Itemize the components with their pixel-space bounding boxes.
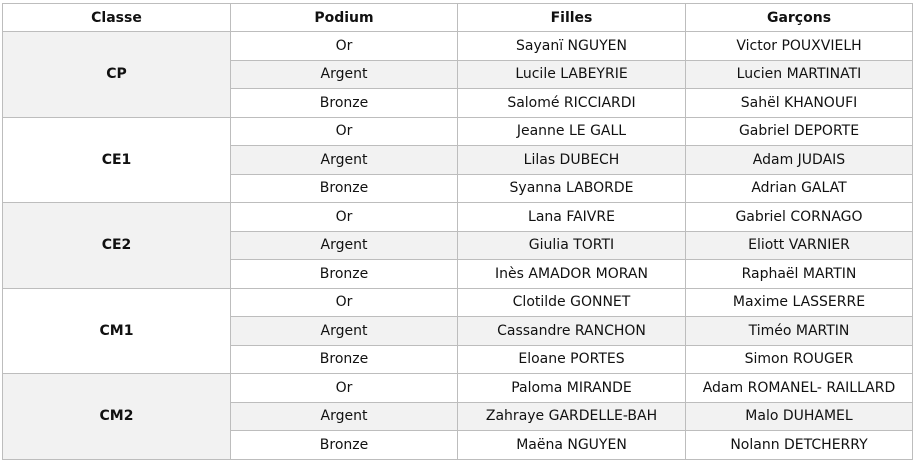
podium-cell: Bronze: [231, 431, 458, 460]
garcon-cell: Gabriel DEPORTE: [686, 117, 913, 146]
header-classe: Classe: [3, 4, 231, 32]
table-row: [3, 288, 913, 317]
fille-cell: Eloane PORTES: [458, 345, 686, 374]
podium-cell: Bronze: [231, 345, 458, 374]
garcon-cell: Nolann DETCHERRY: [686, 431, 913, 460]
header-podium: Podium: [231, 4, 458, 32]
podium-table: [2, 3, 913, 460]
garcon-cell: Maxime LASSERRE: [686, 288, 913, 317]
fille-cell: Sayanï NGUYEN: [458, 32, 686, 61]
garcon-cell: Sahël KHANOUFI: [686, 89, 913, 118]
garcon-cell: Gabriel CORNAGO: [686, 203, 913, 232]
classe-cell: CP: [3, 32, 231, 118]
garcon-cell: Lucien MARTINATI: [686, 60, 913, 89]
table-row: [3, 32, 913, 61]
podium-cell: Bronze: [231, 260, 458, 289]
classe-cell: CM2: [3, 374, 231, 460]
podium-cell: Or: [231, 374, 458, 403]
podium-cell: Or: [231, 32, 458, 61]
garcon-cell: Adam JUDAIS: [686, 146, 913, 175]
fille-cell: Giulia TORTI: [458, 231, 686, 260]
fille-cell: Lucile LABEYRIE: [458, 60, 686, 89]
table-row: [3, 117, 913, 146]
fille-cell: Lilas DUBECH: [458, 146, 686, 175]
fille-cell: Syanna LABORDE: [458, 174, 686, 203]
fille-cell: Paloma MIRANDE: [458, 374, 686, 403]
garcon-cell: Raphaël MARTIN: [686, 260, 913, 289]
header-row: [3, 4, 913, 32]
table-row: [3, 374, 913, 403]
podium-cell: Argent: [231, 317, 458, 346]
fille-cell: Salomé RICCIARDI: [458, 89, 686, 118]
fille-cell: Cassandre RANCHON: [458, 317, 686, 346]
table-row: [3, 203, 913, 232]
header-garcons: Garçons: [686, 4, 913, 32]
fille-cell: Inès AMADOR MORAN: [458, 260, 686, 289]
classe-cell: CM1: [3, 288, 231, 374]
fille-cell: Maëna NGUYEN: [458, 431, 686, 460]
garcon-cell: Eliott VARNIER: [686, 231, 913, 260]
fille-cell: Jeanne LE GALL: [458, 117, 686, 146]
garcon-cell: Timéo MARTIN: [686, 317, 913, 346]
podium-cell: Argent: [231, 146, 458, 175]
podium-cell: Or: [231, 117, 458, 146]
garcon-cell: Adam ROMANEL- RAILLARD: [686, 374, 913, 403]
podium-cell: Bronze: [231, 89, 458, 118]
fille-cell: Zahraye GARDELLE-BAH: [458, 402, 686, 431]
podium-cell: Or: [231, 288, 458, 317]
classe-cell: CE1: [3, 117, 231, 203]
garcon-cell: Malo DUHAMEL: [686, 402, 913, 431]
classe-cell: CE2: [3, 203, 231, 289]
garcon-cell: Adrian GALAT: [686, 174, 913, 203]
fille-cell: Lana FAIVRE: [458, 203, 686, 232]
podium-cell: Argent: [231, 231, 458, 260]
podium-cell: Bronze: [231, 174, 458, 203]
header-filles: Filles: [458, 4, 686, 32]
podium-cell: Argent: [231, 402, 458, 431]
garcon-cell: Victor POUXVIELH: [686, 32, 913, 61]
garcon-cell: Simon ROUGER: [686, 345, 913, 374]
podium-cell: Or: [231, 203, 458, 232]
podium-cell: Argent: [231, 60, 458, 89]
fille-cell: Clotilde GONNET: [458, 288, 686, 317]
